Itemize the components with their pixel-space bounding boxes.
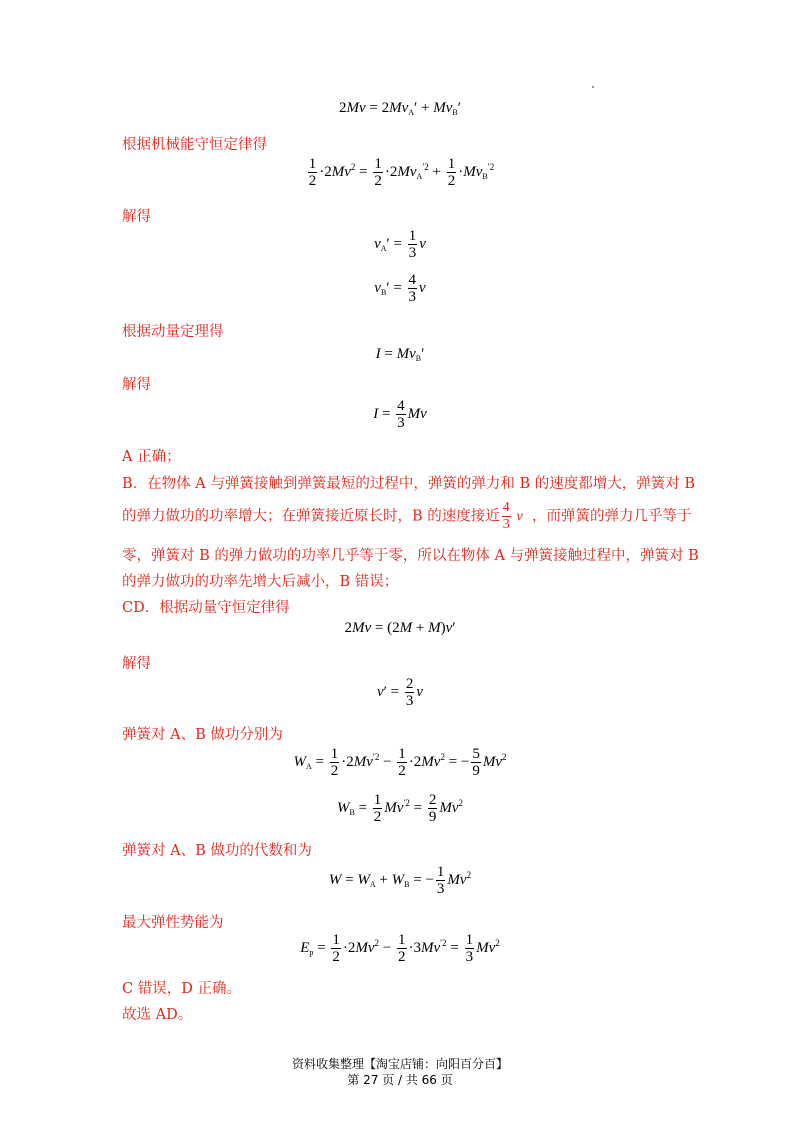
- text-work-ab: 弹簧对 A、B 做功分别为: [122, 727, 283, 743]
- text-b-line-4: 的弹力做功的功率先增大后减小，B 错误；: [122, 574, 399, 590]
- text-solve-2: 解得: [122, 377, 151, 393]
- equation-v-prime: v′ = $\frac{2}{3}$ v: [376, 676, 424, 709]
- text-work-sum: 弹簧对 A、B 做功的代数和为: [122, 843, 312, 859]
- equation-va: $v_A'$ = $\frac{1}{3}$ v: [374, 228, 426, 261]
- text-cd-momentum: CD．根据动量守恒定律得: [122, 600, 290, 616]
- text-c-wrong-d-right: C 错误，D 正确。: [122, 981, 241, 997]
- text-b-line-1: B．在物体 A 与弹簧接触到弹簧最短的过程中，弹簧的弹力和 B 的速度都增大，弹簧对 B: [122, 476, 695, 492]
- text-energy-conservation: 根据机械能守恒定律得: [122, 137, 267, 153]
- equation-wb: $W_B$ = $\frac{1}{2}$ $Mv^{'2}$ = $\frac{2}{9}$ Mv$^2$: [336, 792, 464, 825]
- text-solve-3: 解得: [122, 656, 151, 672]
- equation-impulse-result: I = $\frac{4}{3}$ Mv: [373, 398, 427, 431]
- equation-wa: $W_A$ = $\frac{1}{2}$ $\cdot 2Mv^{'2}$ − $\frac{1}{2}$ $\cdot 2Mv^2$ = − $\frac{5}{9}$ Mv$^2$: [293, 746, 507, 779]
- equation-w-total: $W = W_A + W_B$ = − $\frac{1}{3}$ Mv$^2$: [328, 864, 472, 897]
- equation-momentum: $2Mv = 2Mv_A' + Mv_B'$: [338, 100, 462, 117]
- text-a-correct: A 正确；: [122, 449, 181, 465]
- equation-common-velocity: 2Mv = (2M + M)v′: [344, 620, 456, 636]
- equation-energy: $\frac{1}{2}$ $\cdot 2Mv^2$ = $\frac{1}{2}$ $\cdot 2Mv_A^{'2}$ + $\frac{1}{2}$ $\cdot Mv_B^{'2}$: [308, 156, 495, 189]
- footer-page-number: 第 27 页 / 共 66 页: [347, 1073, 453, 1087]
- equation-vb: $v_B'$ = $\frac{4}{3}$ v: [374, 272, 426, 305]
- text-answer: 故选 AD。: [122, 1007, 193, 1023]
- text-solve-1: 解得: [122, 209, 151, 225]
- text-max-potential: 最大弹性势能为: [122, 915, 224, 931]
- equation-impulse: $I = Mv_B'$: [375, 346, 425, 363]
- text-impulse-theorem: 根据动量定理得: [122, 324, 224, 340]
- equation-ep: $E_p$ = $\frac{1}{2}$ $\cdot 2Mv^2$ − $\frac{1}{2}$ $\cdot 3Mv^{'2}$ = $\frac{1}{3}$ Mv$^2$: [300, 932, 500, 965]
- text-b-line-3: 零，弹簧对 B 的弹力做功的功率几乎等于零，所以在物体 A 与弹簧接触过程中，弹簧对 B: [122, 548, 699, 564]
- page-mark: [592, 86, 594, 88]
- text-b-line-2: 的弹力做功的功率增大；在弹簧接近原长时，B 的速度接近 $\frac{4}{3}$ v ，而弹簧的弹力几乎等于: [122, 500, 692, 532]
- footer-source: 资料收集整理【淘宝店铺：向阳百分百】: [291, 1057, 508, 1071]
